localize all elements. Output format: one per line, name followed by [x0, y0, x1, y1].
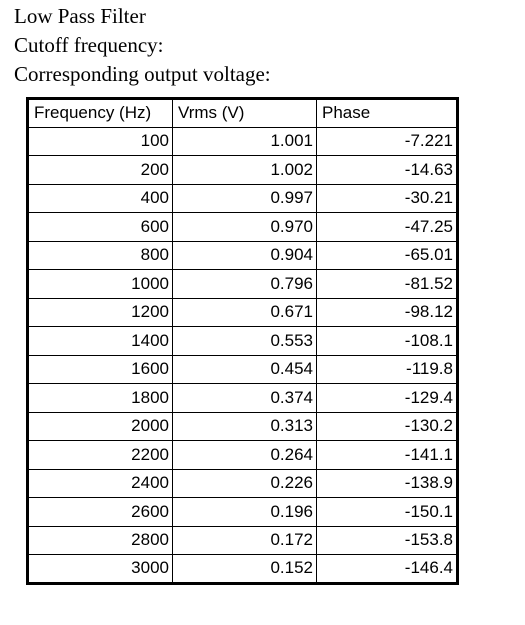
cell-frequency: 800: [28, 241, 173, 270]
cell-vrms: 1.002: [173, 156, 317, 185]
cell-vrms: 0.226: [173, 469, 317, 498]
cell-frequency: 100: [28, 127, 173, 156]
table-row: [28, 555, 458, 584]
cell-phase: -14.63: [317, 156, 458, 185]
cell-vrms: 0.796: [173, 270, 317, 299]
table-row: [28, 270, 458, 299]
table-row: [28, 384, 458, 413]
cell-vrms: 1.001: [173, 127, 317, 156]
cell-phase: -146.4: [317, 555, 458, 584]
cell-vrms: 0.970: [173, 213, 317, 242]
cell-phase: -81.52: [317, 270, 458, 299]
table-row: [28, 184, 458, 213]
cutoff-frequency-label: Cutoff frequency:: [14, 33, 164, 57]
cell-vrms: 0.553: [173, 327, 317, 356]
cell-vrms: 0.904: [173, 241, 317, 270]
cell-vrms: 0.671: [173, 298, 317, 327]
cell-frequency: 2200: [28, 441, 173, 470]
table-row: [28, 469, 458, 498]
cell-frequency: 2400: [28, 469, 173, 498]
table-row: [28, 298, 458, 327]
cell-phase: -108.1: [317, 327, 458, 356]
cell-frequency: 600: [28, 213, 173, 242]
cell-frequency: 2800: [28, 526, 173, 555]
table-row: [28, 441, 458, 470]
cell-frequency: 2600: [28, 498, 173, 527]
cell-vrms: 0.264: [173, 441, 317, 470]
cell-vrms: 0.196: [173, 498, 317, 527]
output-voltage-label: Corresponding output voltage:: [14, 62, 271, 86]
cell-phase: -153.8: [317, 526, 458, 555]
cell-phase: -47.25: [317, 213, 458, 242]
header-phase: Phase: [317, 99, 458, 128]
table-row: [28, 156, 458, 185]
table-row: [28, 241, 458, 270]
cell-vrms: 0.454: [173, 355, 317, 384]
table-row: [28, 355, 458, 384]
table-row: [28, 327, 458, 356]
cell-frequency: 1600: [28, 355, 173, 384]
cell-vrms: 0.313: [173, 412, 317, 441]
cell-frequency: 400: [28, 184, 173, 213]
table-row: [28, 127, 458, 156]
cell-phase: -65.01: [317, 241, 458, 270]
heading-block: [14, 2, 271, 89]
table-row: [28, 412, 458, 441]
cell-phase: -119.8: [317, 355, 458, 384]
cell-phase: -98.12: [317, 298, 458, 327]
cell-frequency: 1800: [28, 384, 173, 413]
cell-frequency: 200: [28, 156, 173, 185]
measurement-table: [26, 97, 459, 585]
cell-frequency: 1000: [28, 270, 173, 299]
cell-frequency: 1200: [28, 298, 173, 327]
table-header-row: [28, 99, 458, 128]
header-vrms: Vrms (V): [173, 99, 317, 128]
cell-frequency: 3000: [28, 555, 173, 584]
cell-phase: -150.1: [317, 498, 458, 527]
cell-phase: -141.1: [317, 441, 458, 470]
cell-vrms: 0.997: [173, 184, 317, 213]
cell-vrms: 0.172: [173, 526, 317, 555]
cell-frequency: 2000: [28, 412, 173, 441]
header-frequency: Frequency (Hz): [28, 99, 173, 128]
page-title: Low Pass Filter: [14, 4, 146, 28]
table-row: [28, 213, 458, 242]
cell-phase: -30.21: [317, 184, 458, 213]
cell-frequency: 1400: [28, 327, 173, 356]
table-row: [28, 498, 458, 527]
cell-phase: -7.221: [317, 127, 458, 156]
cell-phase: -130.2: [317, 412, 458, 441]
cell-vrms: 0.152: [173, 555, 317, 584]
cell-phase: -138.9: [317, 469, 458, 498]
cell-vrms: 0.374: [173, 384, 317, 413]
table-row: [28, 526, 458, 555]
cell-phase: -129.4: [317, 384, 458, 413]
